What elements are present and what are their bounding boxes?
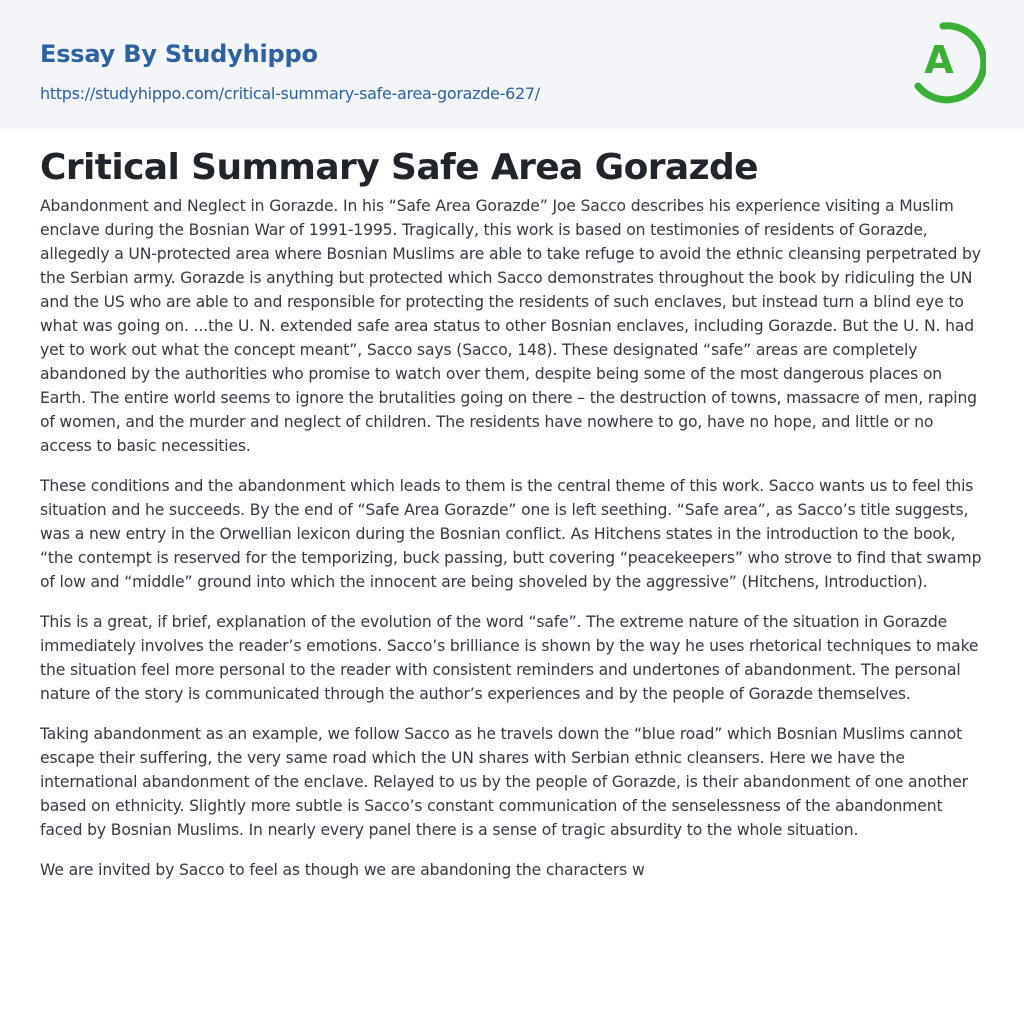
- essay-paragraph-1: Abandonment and Neglect in Gorazde. In his “Safe Area Gorazde” Joe Sacco describes his experience visiting a Muslim enclave during the Bosnian War of 1991-1995. Tragically, this work is based on testimonies of residents of Gorazde, allegedly a UN-protected area where Bosnian Muslims are able to take refuge to avoid the ethnic cleansing perpetrated by the Serbian army. Gorazde is anything but protected which Sacco demonstrates throughout the book by ridiculing the UN and the US who are able to and responsible for protecting the residents of such enclaves, but instead turn a blind eye to what was going on. ...the U. N. extended safe area status to other Bosnian enclaves, including Gorazde. But the U. N. had yet to work out what the concept meant”, Sacco says (Sacco, 148). These designated “safe” areas are completely abandoned by the authorities who promise to watch over them, despite being some of the most dangerous places on Earth. The entire world seems to ignore the brutalities going on there – the destruction of towns, massacre of men, raping of women, and the murder and neglect of children. The residents have nowhere to go, have no hope, and little or no access to basic necessities.: [40, 197, 981, 455]
- essay-paragraph-5: We are invited by Sacco to feel as though we are abandoning the characters w: [40, 861, 645, 879]
- essay-url-link[interactable]: https://studyhippo.com/critical-summary-safe-area-gorazde-627/: [40, 84, 540, 103]
- logo-letter: A: [924, 38, 954, 82]
- essay-body: [40, 194, 986, 898]
- essay-paragraph-2: These conditions and the abandonment which leads to them is the central theme of this work. Sacco wants us to feel this situation and he succeeds. By the end of “Safe Area Gorazde” one is left seething. “Safe area”, as Sacco’s title suggests, was a new entry in the Orwellian lexicon during the Bosnian conflict. As Hitchens states in the introduction to the book, “the contempt is reserved for the temporizing, buck passing, butt covering “peacekeepers” who strove to find that swamp of low and “middle” ground into which the innocent are being shoveled by the aggressive” (Hitchens, Introduction).: [40, 477, 982, 591]
- essay-paragraph-4: Taking abandonment as an example, we follow Sacco as he travels down the “blue road” which Bosnian Muslims cannot escape their suffering, the very same road which the UN shares with Serbian ethnic cleansers. Here we have the international abandonment of the enclave. Relayed to us by the people of Gorazde, is their abandonment of one another based on ethnicity. Slightly more subtle is Sacco’s constant communication of the senselessness of the abandonment faced by Bosnian Muslims. In nearly every panel there is a sense of tragic absurdity to the whole situation.: [40, 725, 968, 839]
- site-brand[interactable]: Essay By Studyhippo: [40, 40, 318, 68]
- essay-paragraph-3: This is a great, if brief, explanation of the evolution of the word “safe”. The extreme nature of the situation in Gorazde immediately involves the reader’s emotions. Sacco’s brilliance is shown by the way he uses rhetorical techniques to make the situation feel more personal to the reader with consistent reminders and undertones of abandonment. The personal nature of the story is communicated through the author’s experiences and by the people of Gorazde themselves.: [40, 613, 979, 703]
- studyhippo-logo-icon[interactable]: [912, 20, 986, 106]
- essay-title: Critical Summary Safe Area Gorazde: [40, 147, 758, 188]
